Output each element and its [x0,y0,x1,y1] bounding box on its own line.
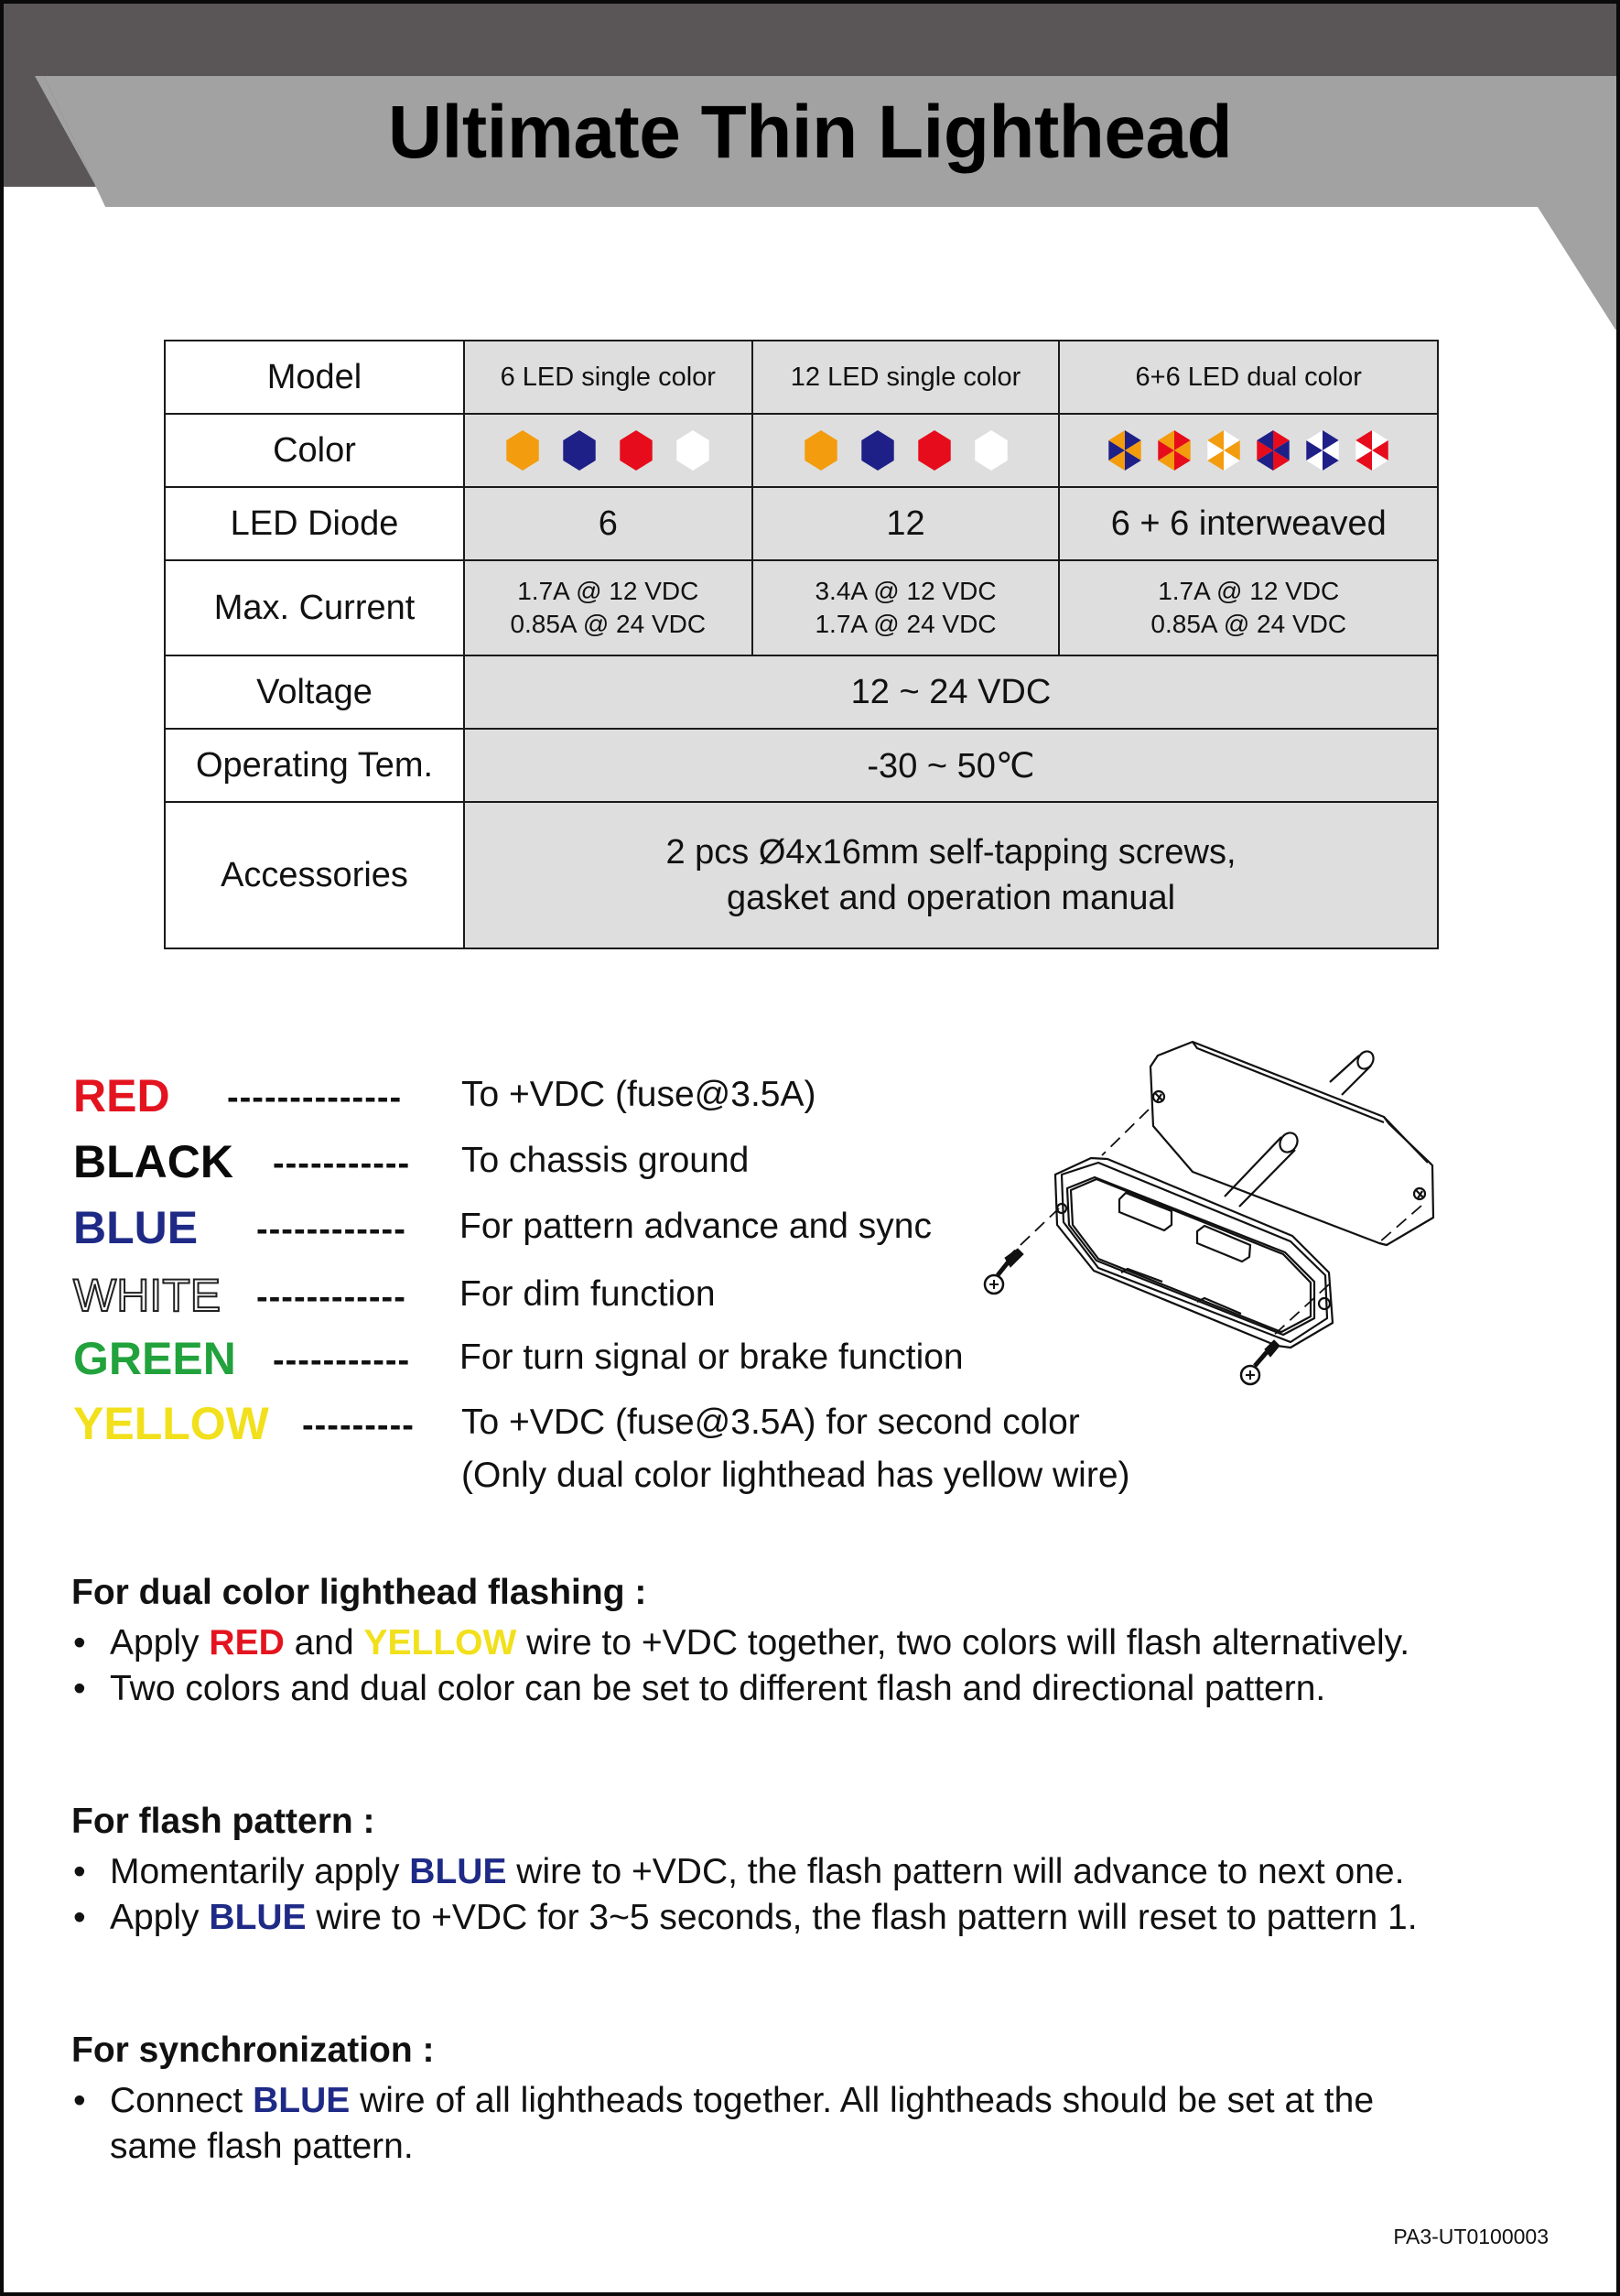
item-text: wire to +VDC for 3~5 seconds, the flash pattern will reset to pattern 1. [306,1898,1418,1937]
color-cell-12 [752,414,1060,487]
screw-icon [985,1249,1023,1294]
white-blue-hex-icon [1304,429,1341,471]
table-row-color [165,414,1438,487]
wire-description: To +VDC (fuse@3.5A) for second color [461,1403,1080,1442]
wire-name-blue: BLUE [73,1202,199,1253]
current-cell [464,560,752,655]
blue-hex-icon [561,429,598,471]
section-heading: For dual color lighthead flashing : [71,1573,647,1612]
item-text: same flash pattern. [110,2127,414,2166]
wire-name-yellow: YELLOW [73,1398,269,1449]
bullet-icon: • [73,1898,86,1937]
section-synchronization [71,2031,1374,2170]
keyword-yellow: YELLOW [363,1623,517,1662]
amber-white-hex-icon [1205,429,1242,471]
row-label: Color [165,414,464,487]
item-text: wire to +VDC, the flash pattern will advance to next one. [506,1852,1405,1891]
red-hex-icon [618,429,654,471]
list-item [71,2078,1374,2170]
wire-name-green: GREEN [73,1333,236,1384]
wire-name-black: BLACK [73,1136,233,1187]
blue-red-hex-icon [1255,429,1291,471]
screw-icon [1241,1340,1280,1384]
table-row-accessories [165,802,1438,948]
wire-description: For turn signal or brake function [459,1338,964,1377]
diode-count: 6 + 6 interweaved [1059,487,1438,560]
keyword-blue: BLUE [409,1852,507,1891]
section-flash-pattern [71,1802,1418,1941]
wire-name-white: WHITE [73,1270,221,1321]
bullet-icon: • [73,2081,86,2120]
item-text: Apply [110,1898,210,1937]
accessories-line-2: gasket and operation manual [726,879,1176,917]
wire-dashes: ------------ [256,1210,406,1249]
white-hex-icon [973,429,1010,471]
hex-group [753,429,1059,471]
wire-description: For dim function [459,1274,716,1314]
amber-hex-icon [504,429,541,471]
bullet-icon: • [73,1852,86,1891]
section-heading: For flash pattern : [71,1802,375,1841]
diode-count: 6 [464,487,752,560]
accessories-value [464,802,1438,948]
item-text: wire of all lightheads together. All lightheads should be set at the [350,2081,1375,2120]
hex-group [465,429,751,471]
color-cell-6 [464,414,752,487]
table-row-led-diode [165,487,1438,560]
current-24v: 0.85A @ 24 VDC [510,610,707,638]
item-text: Two colors and dual color can be set to different flash and directional pattern. [110,1669,1326,1708]
table-row-operating-temp [165,729,1438,802]
current-24v: 1.7A @ 24 VDC [815,610,997,638]
current-cell [1059,560,1438,655]
keyword-blue: BLUE [209,1898,307,1937]
voltage-value: 12 ~ 24 VDC [464,655,1438,729]
model-12-led: 12 LED single color [752,341,1060,414]
bullet-list [71,1849,1418,1941]
wire-description: For pattern advance and sync [459,1207,932,1246]
item-text: Apply [110,1623,210,1662]
current-12v: 1.7A @ 12 VDC [1158,577,1340,605]
item-text: Connect [110,2081,254,2120]
model-6-led: 6 LED single color [464,341,752,414]
list-item [71,1849,1418,1895]
item-text: wire to +VDC together, two colors will flash alternatively. [516,1623,1410,1662]
model-dual: 6+6 LED dual color [1059,341,1438,414]
diode-count: 12 [752,487,1060,560]
bullet-list [71,1620,1409,1712]
temp-value: -30 ~ 50℃ [464,729,1438,802]
wire-dashes: ------------ [256,1278,406,1316]
yellow-wire-note: (Only dual color lighthead has yellow wire) [461,1456,1130,1495]
wire-dashes: -------------- [227,1078,403,1117]
white-hex-icon [675,429,711,471]
wire-description: To +VDC (fuse@3.5A) [461,1075,816,1114]
table-row-model [165,341,1438,414]
current-24v: 0.85A @ 24 VDC [1150,610,1347,638]
lighthead-exploded-diagram [970,1025,1583,1410]
item-text: Momentarily apply [110,1852,410,1891]
row-label: LED Diode [165,487,464,560]
document-code: PA3-UT0100003 [1393,2225,1549,2248]
keyword-blue: BLUE [253,2081,351,2120]
list-item [71,1895,1418,1941]
section-heading: For synchronization : [71,2031,435,2070]
keyword-red: RED [209,1623,285,1662]
spec-table [164,340,1439,949]
row-label: Max. Current [165,560,464,655]
row-label: Voltage [165,655,464,729]
row-label: Model [165,341,464,414]
wire-dashes: ----------- [273,1341,411,1380]
blue-hex-icon [859,429,896,471]
row-label: Accessories [165,802,464,948]
accessories-line-1: 2 pcs Ø4x16mm self-tapping screws, [665,833,1237,872]
wire-dashes: ----------- [273,1144,411,1183]
mounting-plate [1150,1042,1433,1245]
wire-dashes: --------- [302,1406,415,1445]
page-title: Ultimate Thin Lighthead [387,91,1233,174]
bullet-icon: • [73,1623,86,1662]
current-12v: 1.7A @ 12 VDC [517,577,699,605]
wire-description: To chassis ground [461,1141,750,1180]
section-dual-color-flashing [71,1573,1409,1712]
bullet-icon: • [73,1669,86,1708]
hex-group [1060,429,1437,471]
current-cell [752,560,1060,655]
table-row-voltage [165,655,1438,729]
amber-blue-hex-icon [1107,429,1143,471]
current-12v: 3.4A @ 12 VDC [815,577,997,605]
red-hex-icon [916,429,953,471]
bullet-list [71,2078,1374,2170]
row-label: Operating Tem. [165,729,464,802]
lens [1071,1179,1311,1332]
item-text: and [284,1623,364,1662]
table-row-max-current [165,560,1438,655]
list-item [71,1666,1409,1712]
color-cell-dual [1059,414,1438,487]
wire-name-red: RED [73,1070,170,1121]
amber-red-hex-icon [1156,429,1193,471]
amber-hex-icon [803,429,839,471]
list-item [71,1620,1409,1666]
red-white-hex-icon [1354,429,1390,471]
